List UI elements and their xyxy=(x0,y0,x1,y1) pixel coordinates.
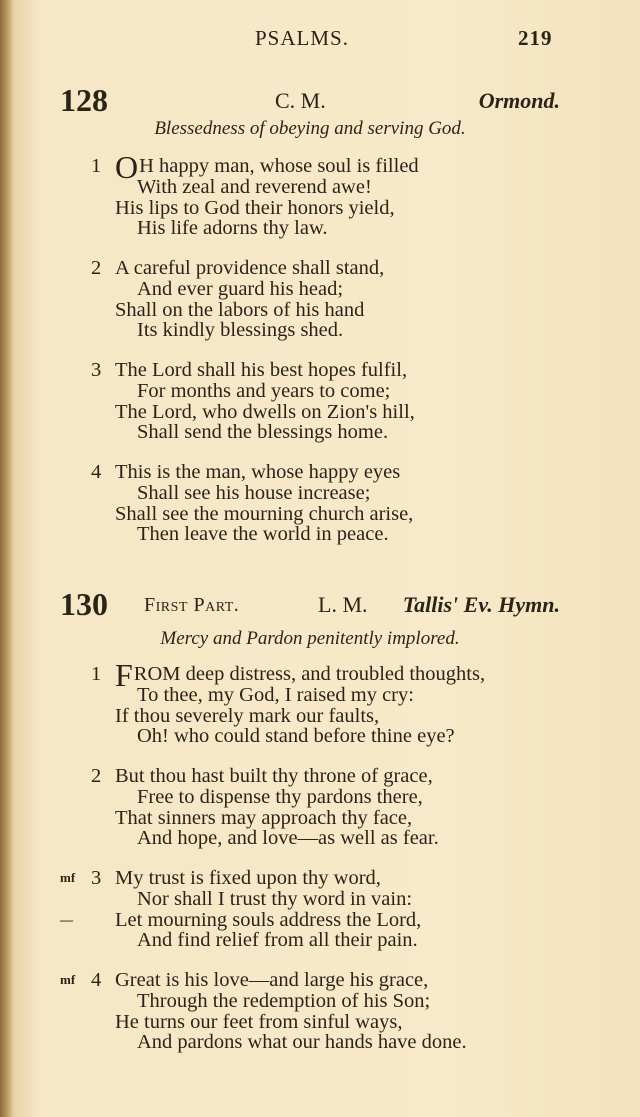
hymn-heading xyxy=(60,586,560,626)
stanza xyxy=(60,657,620,748)
verse-line xyxy=(60,360,620,381)
stanza xyxy=(60,766,620,849)
stanza xyxy=(60,360,620,443)
tune-name: Tallis' Ev. Hymn. xyxy=(402,592,560,617)
verse-text: And hope, and love—as well as fear. xyxy=(137,827,439,850)
verse-text: And find relief from all their pain. xyxy=(137,929,418,952)
verse-text: Shall on the labors of his hand xyxy=(115,298,365,321)
hymn-number: 128 xyxy=(60,82,108,118)
running-title: PSALMS. xyxy=(255,26,349,50)
verse-line xyxy=(60,808,620,829)
stanza xyxy=(60,462,620,545)
verse-line xyxy=(60,462,620,483)
verse-text: His life adorns thy law. xyxy=(137,217,328,240)
verse-line xyxy=(60,402,620,423)
stanza-number: 2 xyxy=(91,257,102,279)
verse-text: Its kindly blessings shed. xyxy=(137,319,344,342)
verse-line xyxy=(60,320,620,341)
verse-text: To thee, my God, I raised my cry: xyxy=(137,683,414,706)
verse-text: Shall send the blessings home. xyxy=(137,421,389,444)
verse-line xyxy=(60,524,620,545)
verse-text: Shall see his house increase; xyxy=(137,481,371,504)
verse-line xyxy=(60,930,620,951)
verse-text: With zeal and reverend awe! xyxy=(137,175,372,198)
verse-text: Free to dispense thy pardons there, xyxy=(137,785,423,808)
stanza-number: 4 xyxy=(91,969,102,991)
stanza-number: 3 xyxy=(91,359,102,381)
verse-text: Through the redemption of his Son; xyxy=(137,989,431,1012)
verse-text: For months and years to come; xyxy=(137,379,391,402)
verse-line xyxy=(60,828,620,849)
verse-text: The Lord, who dwells on Zion's hill, xyxy=(115,400,415,423)
verse-line xyxy=(60,300,620,321)
verse-line xyxy=(60,258,620,279)
stanza-number: 2 xyxy=(91,765,102,787)
verse-text: This is the man, whose happy eyes xyxy=(115,461,401,483)
hymn-number: 130 xyxy=(60,586,108,622)
verse-line xyxy=(60,787,620,808)
verse-line xyxy=(60,381,620,402)
dynamic-mark: mf xyxy=(60,870,76,885)
verse-text: Nor shall I trust thy word in vain: xyxy=(137,887,413,910)
verse-line xyxy=(60,726,620,747)
verse-line xyxy=(60,504,620,525)
verse-line xyxy=(60,868,620,889)
verse-line xyxy=(60,483,620,504)
tune-name: Ormond. xyxy=(478,88,560,113)
page-number: 219 xyxy=(518,26,553,50)
verse-line xyxy=(60,1032,620,1053)
verse-text: And pardons what our hands have done. xyxy=(137,1031,467,1054)
hymn-heading xyxy=(60,82,560,122)
verse-text: Then leave the world in peace. xyxy=(137,523,389,546)
verse-text: Oh! who could stand before thine eye? xyxy=(137,725,455,748)
verse-text: A careful providence shall stand, xyxy=(115,257,385,279)
hymn-subtitle: Blessedness of obeying and serving God. xyxy=(154,118,466,139)
stanza xyxy=(60,258,620,341)
hymn-subtitle: Mercy and Pardon penitently implored. xyxy=(160,628,460,649)
verse-text: ROM deep distress, and troubled thoughts, xyxy=(133,663,486,685)
verse-line xyxy=(60,889,620,910)
verse-text: My trust is fixed upon thy word, xyxy=(115,867,381,889)
dynamic-mark: mf xyxy=(60,972,76,987)
verse-line xyxy=(60,1012,620,1033)
stanza xyxy=(60,970,620,1053)
verse-line xyxy=(60,279,620,300)
stanza xyxy=(60,868,620,951)
stanza-number: 3 xyxy=(91,867,102,889)
verse-line xyxy=(60,198,620,219)
verse-line xyxy=(60,218,620,239)
verse-line xyxy=(60,706,620,727)
verse-line xyxy=(60,685,620,706)
verse-line xyxy=(60,149,620,185)
verse-text: His lips to God their honors yield, xyxy=(115,196,395,219)
stanza-number: 4 xyxy=(91,461,102,483)
verse-line xyxy=(60,766,620,787)
verse-line xyxy=(60,177,620,198)
verse-text: Great is his love—and large his grace, xyxy=(115,969,429,991)
drop-cap: O xyxy=(115,149,139,185)
verse-text: If thou severely mark our faults, xyxy=(115,704,380,727)
hymn-part: First Part. xyxy=(144,594,240,616)
verse-text: He turns our feet from sinful ways, xyxy=(115,1010,403,1033)
verse-line xyxy=(60,910,620,931)
stanza-number: 1 xyxy=(91,663,102,685)
verse-line xyxy=(60,991,620,1012)
verse-line xyxy=(60,422,620,443)
hymn-meter: L. M. xyxy=(318,592,368,617)
verse-text: H happy man, whose soul is filled xyxy=(139,155,419,177)
verse-line xyxy=(60,657,620,693)
verse-line xyxy=(60,970,620,991)
dynamic-mark: — xyxy=(60,911,73,927)
verse-text: And ever guard his head; xyxy=(137,277,344,300)
verse-text: Let mourning souls address the Lord, xyxy=(115,908,422,931)
hymn-meter: C. M. xyxy=(275,88,326,113)
verse-text: But thou hast built thy throne of grace, xyxy=(115,765,433,787)
drop-cap: F xyxy=(115,657,133,693)
verse-text: That sinners may approach thy face, xyxy=(115,806,413,829)
stanza xyxy=(60,149,620,240)
verse-text: Shall see the mourning church arise, xyxy=(115,502,414,525)
stanza-number: 1 xyxy=(91,155,102,177)
verse-text: The Lord shall his best hopes fulfil, xyxy=(115,359,408,381)
